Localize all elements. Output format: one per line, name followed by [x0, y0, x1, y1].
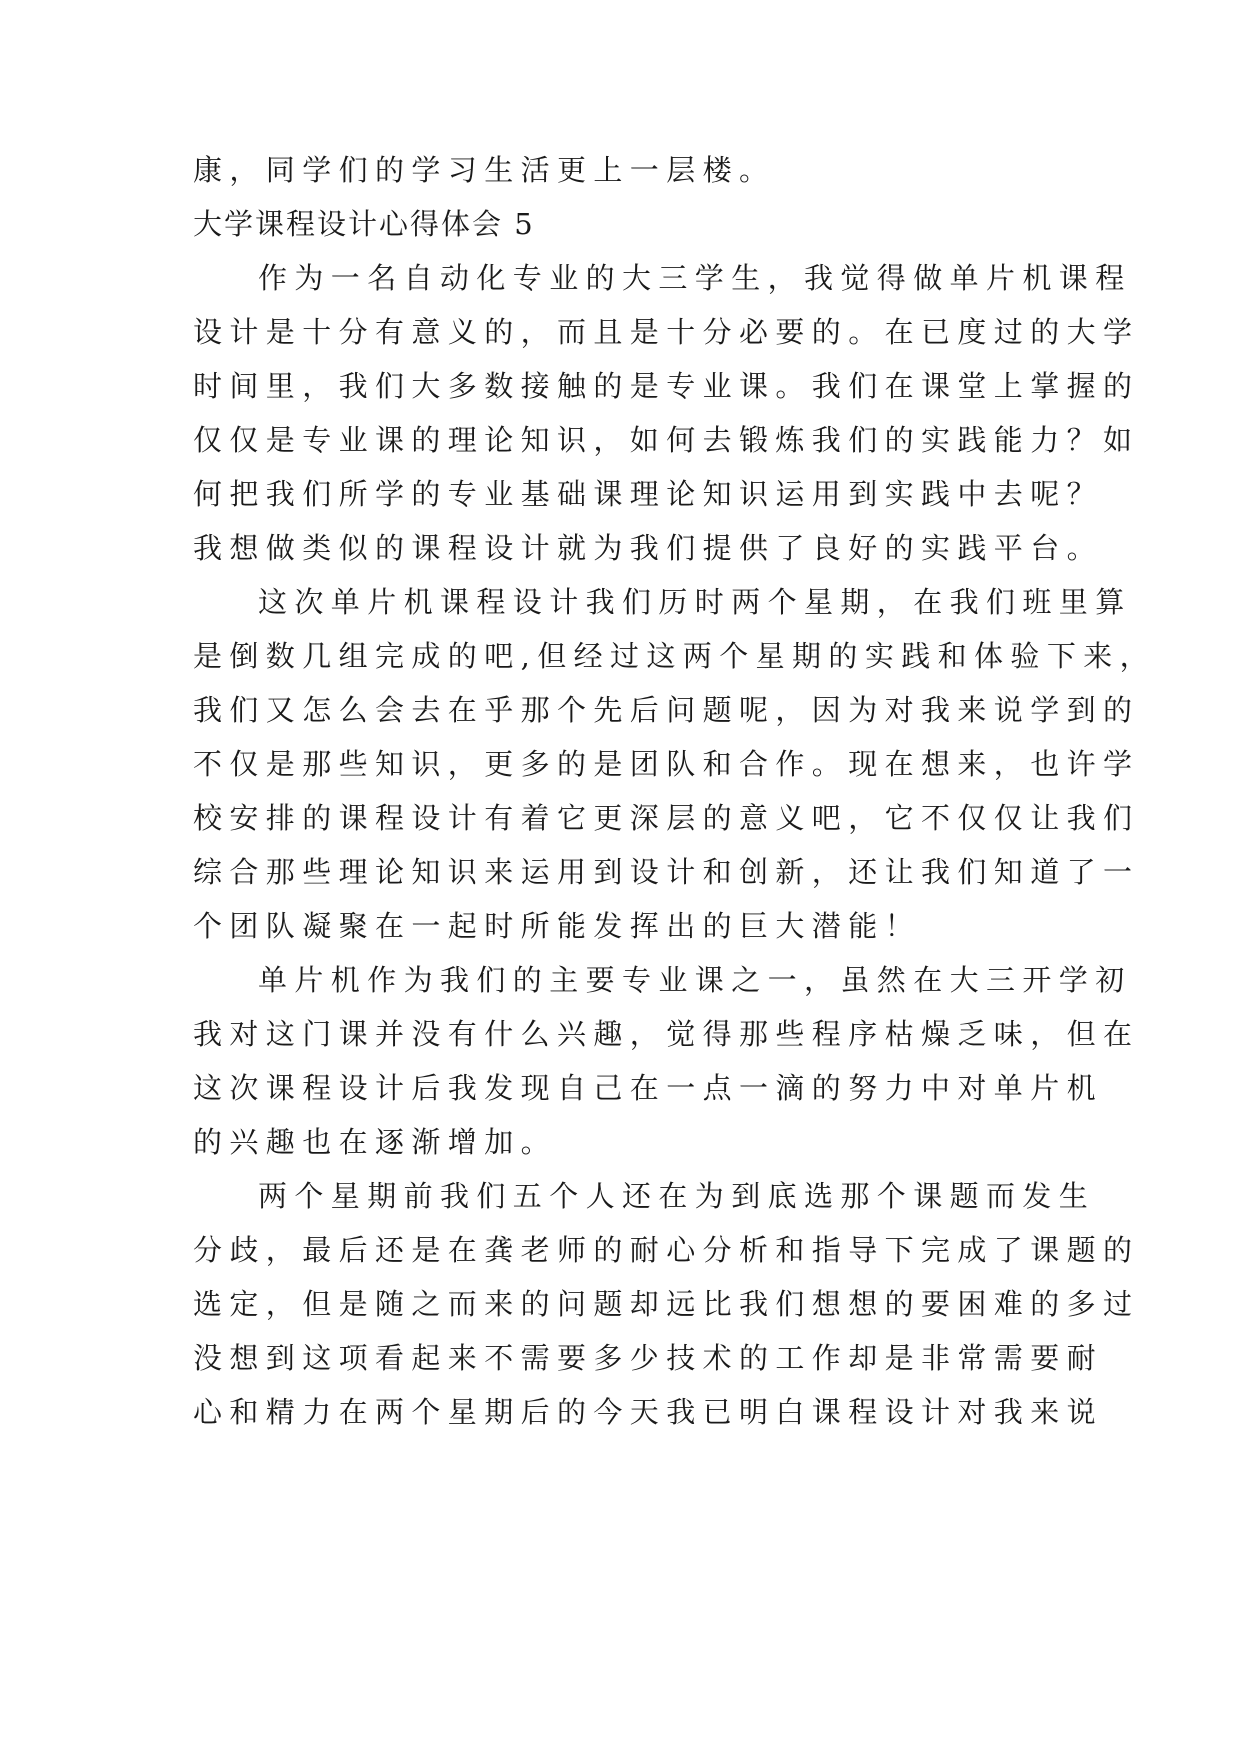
paragraph-line: 时间里，我们大多数接触的是专业课。我们在课堂上掌握的	[193, 369, 1140, 403]
paragraph-line: 不仅是那些知识，更多的是团队和合作。现在想来，也许学	[193, 747, 1140, 781]
paragraph-line: 没想到这项看起来不需要多少技术的工作却是非常需要耐	[193, 1341, 1104, 1375]
text-line: 康，同学们的学习生活更上一层楼。	[193, 153, 776, 187]
paragraph-line: 单片机作为我们的主要专业课之一，虽然在大三开学初	[258, 963, 1132, 997]
section-heading: 大学课程设计心得体会 5	[193, 207, 535, 241]
paragraph-line: 校安排的课程设计有着它更深层的意义吧，它不仅仅让我们	[193, 801, 1140, 835]
paragraph-line: 两个星期前我们五个人还在为到底选那个课题而发生	[258, 1179, 1096, 1213]
paragraph-line: 的兴趣也在逐渐增加。	[193, 1125, 558, 1159]
paragraph-line: 我们又怎么会去在乎那个先后问题呢，因为对我来说学到的	[193, 693, 1140, 727]
paragraph-line: 我对这门课并没有什么兴趣，觉得那些程序枯燥乏味，但在	[193, 1017, 1140, 1051]
paragraph-line: 个团队凝聚在一起时所能发挥出的巨大潜能！	[193, 909, 922, 943]
paragraph-line: 综合那些理论知识来运用到设计和创新，还让我们知道了一	[193, 855, 1140, 889]
paragraph-line: 作为一名自动化专业的大三学生，我觉得做单片机课程	[258, 261, 1132, 295]
paragraph-line: 我想做类似的课程设计就为我们提供了良好的实践平台。	[193, 531, 1104, 565]
paragraph-line: 选定，但是随之而来的问题却远比我们想想的要困难的多过	[193, 1287, 1140, 1321]
paragraph-line: 心和精力在两个星期后的今天我已明白课程设计对我来说	[193, 1395, 1104, 1429]
paragraph-line: 分歧，最后还是在龚老师的耐心分析和指导下完成了课题的	[193, 1233, 1140, 1267]
paragraph-line: 何把我们所学的专业基础课理论知识运用到实践中去呢？	[193, 477, 1104, 511]
paragraph-line: 仅仅是专业课的理论知识，如何去锻炼我们的实践能力？如	[193, 423, 1140, 457]
paragraph-line: 这次课程设计后我发现自己在一点一滴的努力中对单片机	[193, 1071, 1104, 1105]
paragraph-line: 是倒数几组完成的吧,但经过这两个星期的实践和体验下来，	[193, 639, 1157, 673]
paragraph-line: 这次单片机课程设计我们历时两个星期，在我们班里算	[258, 585, 1132, 619]
paragraph-line: 设计是十分有意义的，而且是十分必要的。在已度过的大学	[193, 315, 1140, 349]
